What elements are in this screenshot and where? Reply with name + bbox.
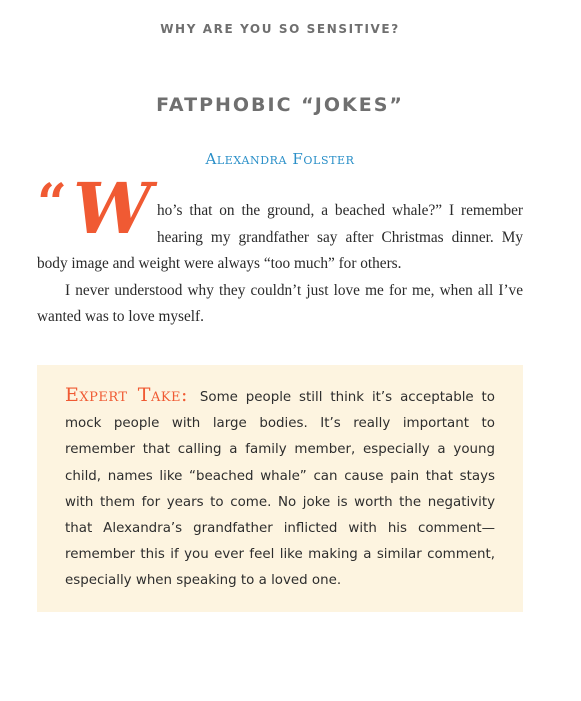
drop-cap-quote-mark: “ [37,173,67,234]
drop-cap [37,167,153,250]
expert-take-callout [37,365,523,612]
story-paragraph-1-text: ho’s that on the ground, a beached whale?” I remember hearing my grandfather say after Christmas dinner. My body image and weight were always “too much” for others. [37,202,523,272]
expert-take-text-block [65,382,495,595]
story-paragraph-2: I never understood why they couldn’t just love me for me, when all I’ve wanted was to love myself. [37,281,523,325]
story-body [37,167,523,331]
expert-take-body: Some people still think it’s acceptable to mock people with large bodies. It’s really important to remember that calling a family member, especially a young child, names like “beached whale” can cause pain that stays with them for years to come. No joke is worth the negativity that Alexandra’s grandfather inflicted with his comment—remember this if you ever feel like making a similar comment, especially when speaking to a loved one. [65,390,495,589]
running-head: WHY ARE YOU SO SENSITIVE? [160,22,400,36]
expert-take-label: Expert Take: [65,384,188,406]
story-paragraph-1 [37,167,523,278]
author-name: Alexandra Folster [205,150,355,168]
chapter-title: FATPHOBIC “JOKES” [156,94,404,116]
drop-cap-letter: W [73,167,152,250]
